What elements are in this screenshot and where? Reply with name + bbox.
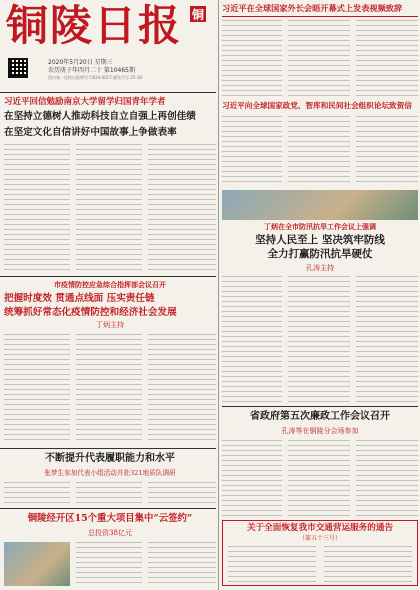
left-feature-line2: 在坚定文化自信讲好中国故事上争做表率 [4,127,177,138]
masthead-meta: 国内统一连续出版物号 CN34-0017 邮发代号 25-18 [48,75,142,80]
top-right-body-1 [222,20,282,98]
top-right-body-2 [288,20,350,98]
qr-code [8,58,28,78]
seal-stamp: 铜 [191,7,204,22]
notice-headline: 关于全面恢复我市交通营运服务的通告 [246,523,394,533]
left-zhineng-body-1 [4,482,70,504]
left-project-headline: 铜陵经开区15个重大项目集中“云签约” [27,513,193,524]
left-zhineng-headline: 不断提升代表履职能力和水平 [45,453,175,464]
mid-right-body-1 [222,276,282,402]
left-feature-body-1 [4,144,70,272]
mid-right-body-3 [356,276,418,402]
left-project-body-2 [148,542,216,586]
left-project-rule [0,508,216,509]
left-meeting-body-3 [148,334,216,444]
right-lianzheng-headline: 省政府第五次廉政工作会议召开 [250,411,390,422]
left-project-body-1 [76,542,142,586]
second-right-body-3 [356,116,418,186]
header-rule [0,92,216,93]
lunar-line: 农历庚子年四月二十 第10465期 [48,67,135,74]
left-zhineng-rule [0,448,216,449]
top-right-rule [222,16,418,17]
left-project-sub: 总投资38亿元 [88,529,132,537]
right-lianzheng-rule [222,406,418,407]
left-meeting-line1: 把握时度效 贯通点线面 压实责任链 [4,293,155,304]
news-photo [222,190,418,220]
left-feature-body-2 [76,144,142,272]
left-meeting-rule [0,276,216,277]
left-meeting-line2: 统筹抓好常态化疫情防控和经济社会发展 [4,307,177,318]
masthead-title: 铜陵日报 [6,1,183,50]
left-zhineng-body-3 [148,482,216,504]
mid-right-line1: 坚持人民至上 坚决筑牢防线 [255,234,385,246]
left-meeting-byline: 丁炳主持 [96,321,124,329]
second-right-body-1 [222,116,282,186]
second-right-headline: 习近平向全球国家政党、智库和民间社会组织论坛致贺信 [222,101,412,110]
left-zhineng-body-2 [76,482,142,504]
center-divider [218,0,219,590]
mid-right-kicker: 丁炳在全市防汛抗旱工作会议上强调 [264,222,376,231]
notice-sub: （第五十三号） [298,535,341,542]
right-lianzheng-body-3 [356,440,418,516]
left-feature-line1: 在坚持立德树人推动科技自立自强上再创佳绩 [4,111,196,122]
mid-right-line2: 全力打赢防汛抗旱硬仗 [267,248,373,260]
second-right-body-2 [288,116,350,186]
top-right-body-3 [356,20,418,98]
date-line: 2020年5月20日 星期三 [48,59,113,66]
left-zhineng-sub: 张梦生参加代表小组活动并赴321地质队调研 [44,469,176,477]
right-lianzheng-body-1 [222,440,282,516]
left-meeting-body-2 [76,334,142,444]
notice-body-2 [324,546,412,582]
mid-right-byline: 孔涛主持 [306,264,334,272]
left-meeting-kicker: 市疫情防控应急综合指挥部会议召开 [54,280,166,289]
left-feature-kicker: 习近平回信勉励南京大学留学归国青年学者 [4,97,166,107]
right-lianzheng-byline: 孔涛等在铜陵分会场参加 [281,427,359,435]
left-feature-body-3 [148,144,216,272]
left-meeting-body-1 [4,334,70,444]
notice-body-1 [228,546,316,582]
right-lianzheng-body-2 [288,440,350,516]
project-photo [4,542,70,586]
mid-right-body-2 [288,276,350,402]
top-right-headline: 习近平在全球国家外长会晤开幕式上发表视频致辞 [222,3,403,13]
